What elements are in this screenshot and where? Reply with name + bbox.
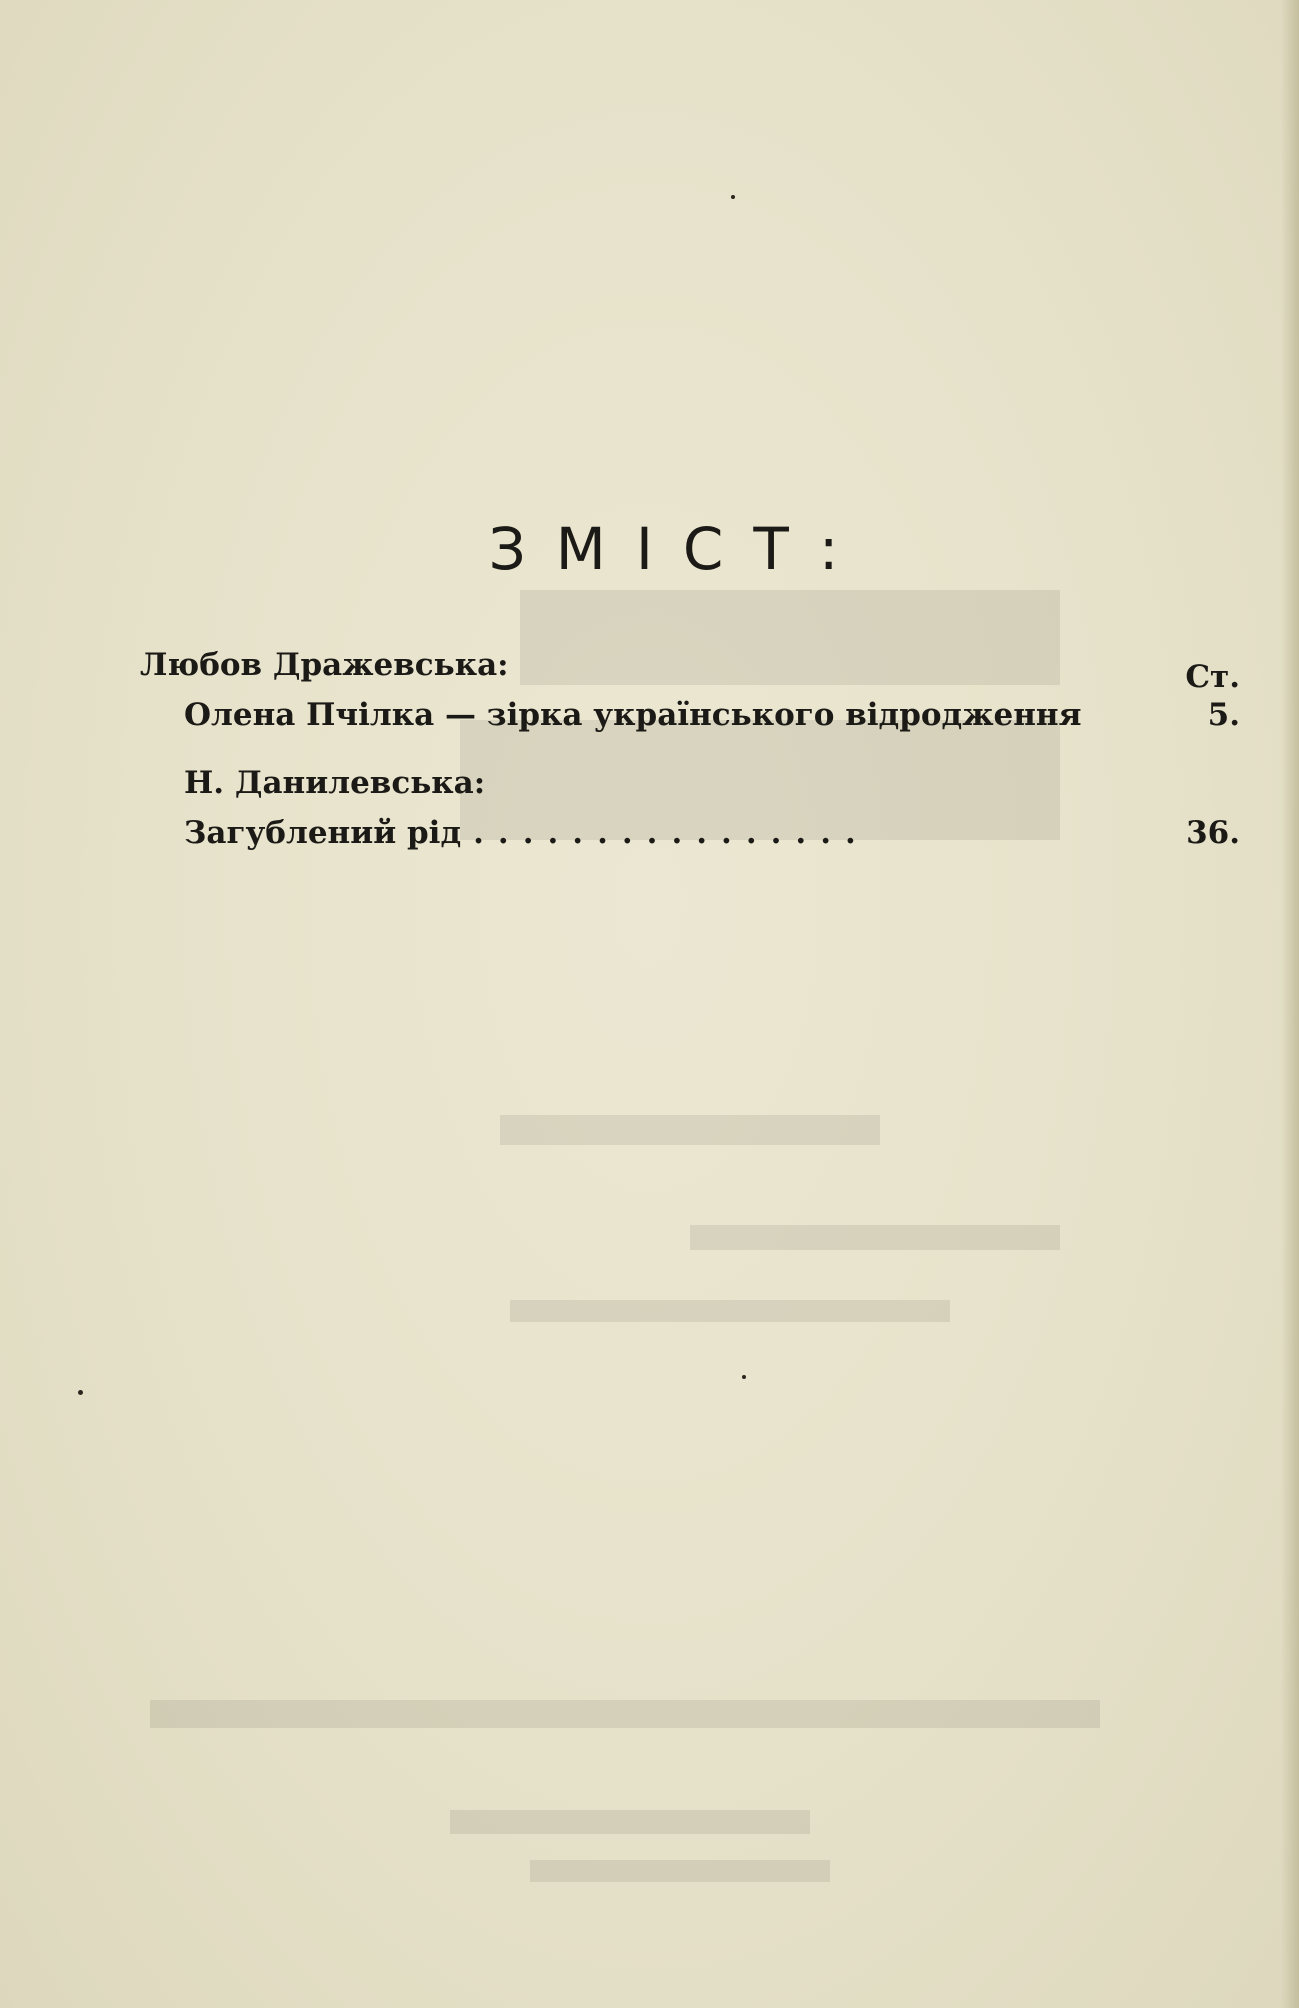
toc-entry — [140, 690, 1240, 740]
toc-page-number: 36. — [1186, 815, 1240, 851]
page-edge-shadow — [1281, 0, 1299, 2008]
toc-work-title: Олена Пчілка — зірка українського відродження — [184, 697, 1082, 733]
toc-author: Н. Данилевська: — [184, 765, 486, 801]
dot-leader: ................ — [473, 815, 870, 851]
toc-section-2-header — [140, 758, 1240, 808]
paper-speck — [742, 1375, 746, 1379]
paper-speck — [78, 1390, 83, 1395]
toc-entry — [140, 808, 1240, 858]
section-gap — [140, 740, 1240, 758]
contents-title: ЗМІСТ: — [488, 515, 869, 583]
toc-page-number: 5. — [1207, 697, 1240, 733]
paper-speck — [731, 195, 735, 199]
page-column-label: Ст. — [1185, 659, 1240, 695]
toc-section-1-header — [140, 640, 1240, 695]
table-of-contents — [140, 640, 1240, 858]
toc-work-title: Загублений рід — [184, 815, 462, 851]
toc-author: Любов Дражевська: — [140, 647, 509, 683]
